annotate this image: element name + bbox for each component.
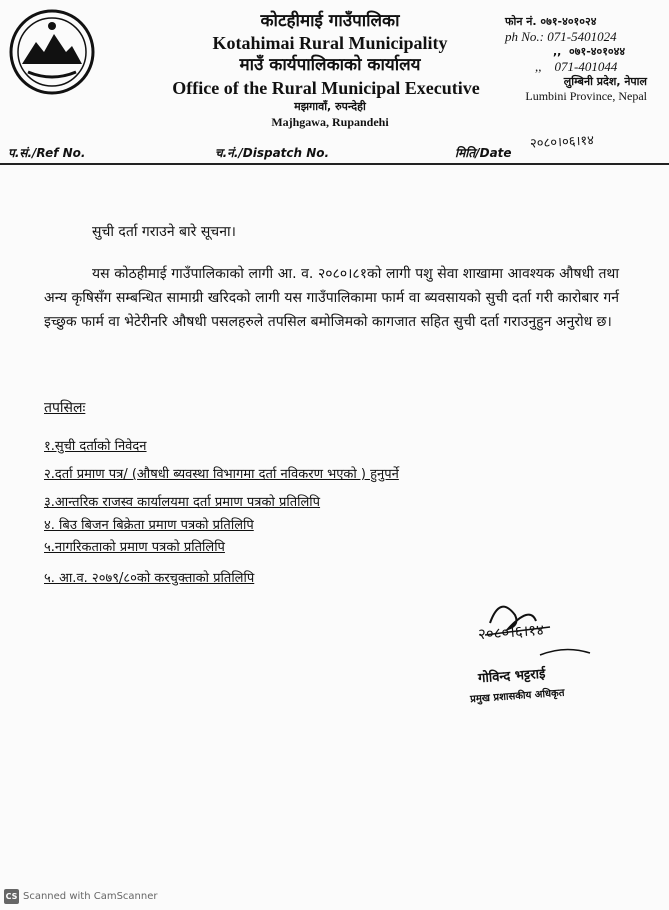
letter-paragraph: यस कोठहीमाई गाउँपालिकाको लागी आ. व. २०८०।८१को लागी पशु सेवा शाखामा आवश्यक औषधी तथा अन्य कृषिसँग सम्बन्धित सामाग्री खरिदको लागी यस गाउँपालिकामा फार्म वा ब्यवसायको सुची दर्ता गरी कारोबार गर्न इच्छुक फार्म वा भेटेरीनरि औषधी पसलहरुले तपसिल बमोजिमको कागजात सहित सुची दर्ता गराउनुहुन अनुरोध छ।	[44, 266, 619, 330]
signatory-title: प्रमुख प्रशासकीय अधिकृत	[469, 687, 565, 706]
phone-np: फोन नं. ०७१-४०१०२४	[505, 15, 597, 28]
title-en: Kotahimai Rural Municipality	[212, 33, 448, 53]
phone1-en: ph No.: 071-5401024	[505, 29, 617, 44]
title-np: कोटहीमाई गाउँपालिका	[260, 11, 400, 31]
contact-block	[505, 14, 665, 104]
place-en: Majhgawa, Rupandehi	[271, 115, 389, 129]
scanner-text: Scanned with CamScanner	[23, 891, 158, 902]
signature-date: २०८०।६।१४	[477, 620, 545, 644]
scanner-footer	[4, 889, 158, 904]
province-np: लुम्बिनी प्रदेश, नेपाल	[563, 75, 647, 88]
camscanner-icon: CS	[4, 889, 19, 904]
date-value: २०८०।०६।१४	[529, 133, 595, 152]
ref-label: प.सं./Ref No.	[8, 146, 86, 160]
phone2-en: ,, 071-401044	[535, 59, 618, 74]
tapasil-heading: तपसिलः	[44, 400, 86, 416]
municipality-logo-icon	[8, 8, 96, 96]
letter-subject: सुची दर्ता गराउने बारे सूचना।	[92, 224, 236, 240]
phone2-np: ,, ०७१-४०१०४४	[553, 45, 626, 58]
list-item: ३.आन्तरिक राजस्व कार्यालयमा दर्ता प्रमाण पत्रको प्रतिलिपि	[44, 495, 321, 510]
dispatch-label: च.नं./Dispatch No.	[215, 146, 330, 160]
office-np: माउँ कार्यपालिकाको कार्यालय	[239, 55, 421, 75]
list-item: २.दर्ता प्रमाण पत्र/ (औषधी ब्यवस्था विभागमा दर्ता नविकरण भएको ) हुनुपर्ने	[44, 467, 399, 482]
list-item: १.सुची दर्ताको निवेदन	[44, 439, 147, 454]
date-label: मिति/Date	[455, 146, 512, 160]
list-item: ५. आ.व. २०७९/८०को करचुक्ताको प्रतिलिपि	[44, 571, 255, 586]
place-np: मझगावाँ, रुपन्देही	[294, 100, 366, 113]
office-en: Office of the Rural Municipal Executive	[172, 78, 480, 98]
province-en: Lumbini Province, Nepal	[525, 89, 647, 103]
list-item: ४. बिउ बिजन बिक्रेता प्रमाण पत्रको प्रतिलिपि	[44, 518, 254, 533]
letterhead	[130, 10, 530, 130]
list-item: ५.नागरिकताको प्रमाण पत्रको प्रतिलिपि	[44, 540, 225, 555]
signatory-name: गोविन्द भट्टराई	[477, 666, 546, 687]
